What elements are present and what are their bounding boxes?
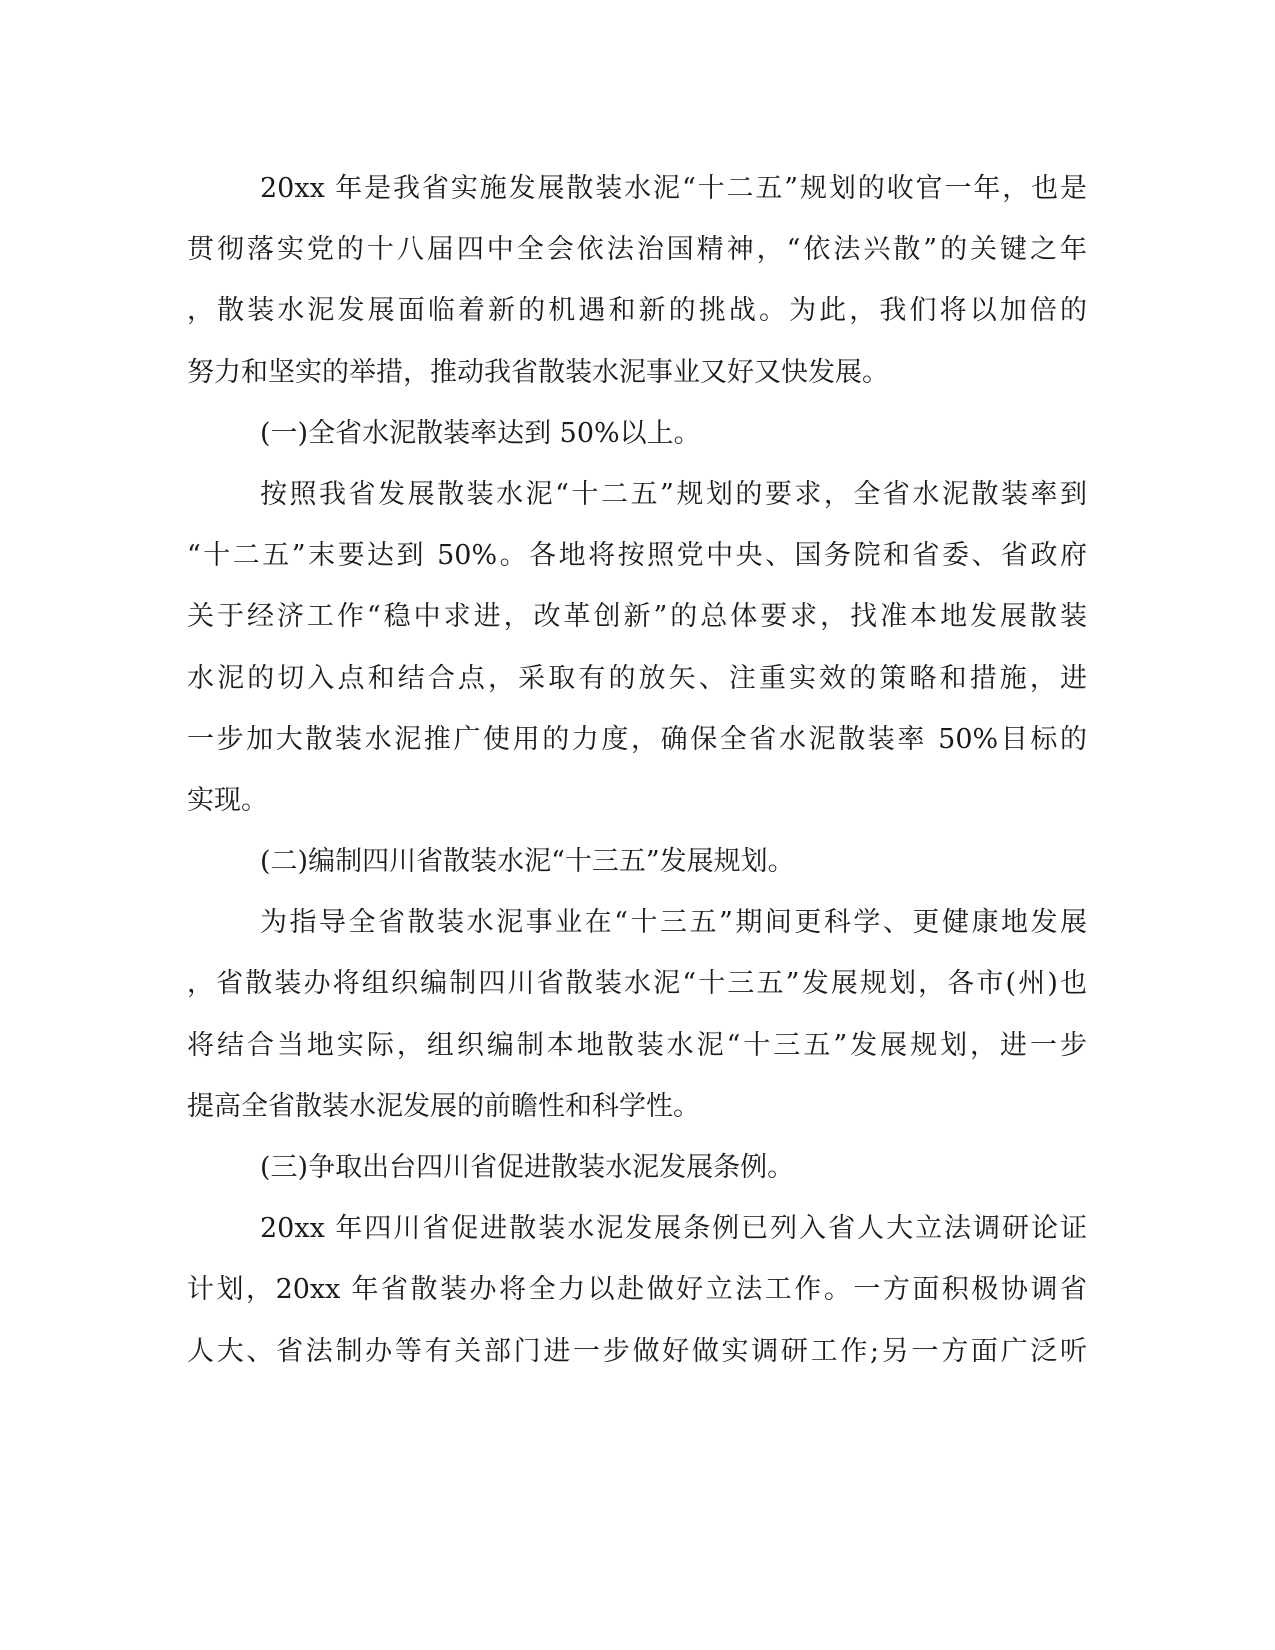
paragraph-line: ，省散装办将组织编制四川省散装水泥“十三五”发展规划，各市(州)也 bbox=[187, 968, 1087, 1000]
paragraph-line: 提高全省散装水泥发展的前瞻性和科学性。 bbox=[187, 1090, 700, 1122]
paragraph-line: 贯彻落实党的十八届四中全会依法治国精神，“依法兴散”的关键之年 bbox=[187, 234, 1087, 266]
paragraph-line: 将结合当地实际，组织编制本地散装水泥“十三五”发展规划，进一步 bbox=[187, 1029, 1087, 1061]
paragraph-line: 一步加大散装水泥推广使用的力度，确保全省水泥散装率 50%目标的 bbox=[187, 723, 1087, 755]
section-heading-3: (三)争取出台四川省促进散装水泥发展条例。 bbox=[260, 1152, 795, 1183]
section-heading-2: (二)编制四川省散装水泥“十三五”发展规划。 bbox=[260, 846, 795, 878]
paragraph-line: 20xx 年是我省实施发展散装水泥“十二五”规划的收官一年，也是 bbox=[260, 173, 1087, 204]
paragraph-line: 计划，20xx 年省散装办将全力以赴做好立法工作。一方面积极协调省 bbox=[187, 1274, 1087, 1306]
paragraph-line: 水泥的切入点和结合点，采取有的放矢、注重实效的策略和措施，进 bbox=[187, 662, 1087, 694]
paragraph-line: 按照我省发展散装水泥“十二五”规划的要求，全省水泥散装率到 bbox=[260, 478, 1087, 510]
paragraph-line: ，散装水泥发展面临着新的机遇和新的挑战。为此，我们将以加倍的 bbox=[187, 295, 1087, 327]
paragraph-line: 为指导全省散装水泥事业在“十三五”期间更科学、更健康地发展 bbox=[260, 907, 1087, 939]
document-body bbox=[187, 158, 1087, 1382]
paragraph-line: 20xx 年四川省促进散装水泥发展条例已列入省人大立法调研论证 bbox=[260, 1213, 1087, 1245]
paragraph-line: “十二五”末要达到 50%。各地将按照党中央、国务院和省委、省政府 bbox=[187, 540, 1087, 572]
paragraph-line: 努力和坚实的举措，推动我省散装水泥事业又好又快发展。 bbox=[187, 356, 889, 388]
section-heading-1: (一)全省水泥散装率达到 50%以上。 bbox=[260, 417, 701, 449]
paragraph-line: 人大、省法制办等有关部门进一步做好做实调研工作;另一方面广泛听 bbox=[187, 1335, 1087, 1367]
paragraph-line: 关于经济工作“稳中求进，改革创新”的总体要求，找准本地发展散装 bbox=[187, 601, 1087, 633]
paragraph-line: 实现。 bbox=[187, 784, 268, 816]
